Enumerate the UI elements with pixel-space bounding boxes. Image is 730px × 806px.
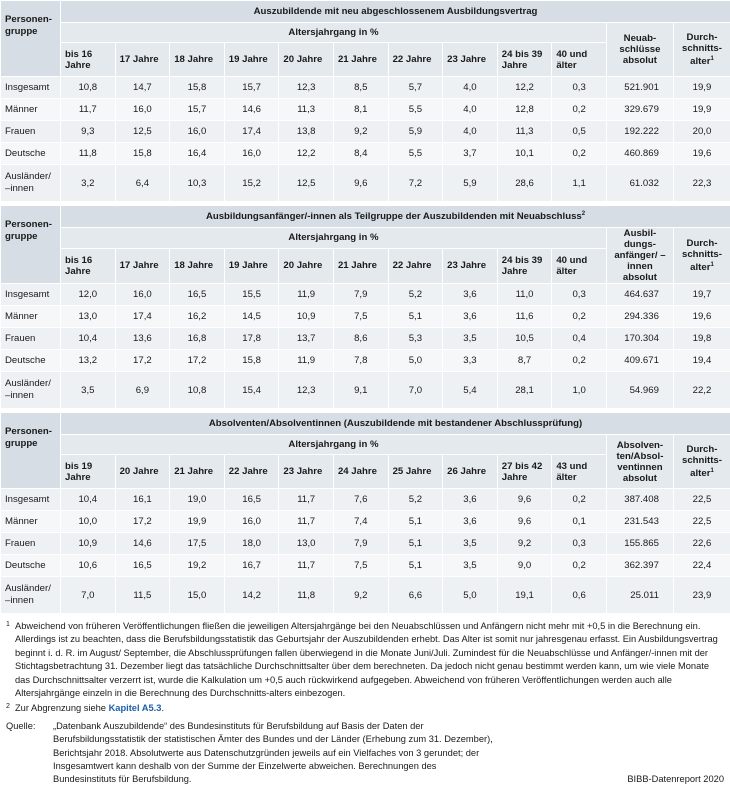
- table-row: [1, 121, 730, 143]
- footnote-2-end: .: [161, 703, 165, 714]
- age-group-header: Altersjahrgang in %: [61, 23, 607, 43]
- age-share-cell: 5,2: [388, 284, 443, 306]
- absolute-cell: 294.336: [606, 306, 673, 328]
- age-share-cell: 0,3: [552, 284, 607, 306]
- age-share-cell: 3,5: [61, 372, 116, 409]
- row-label: Insgesamt: [1, 77, 61, 99]
- average-age-cell: 22,6: [673, 533, 730, 555]
- age-column-header: 20 Jahre: [279, 43, 334, 77]
- row-label: Ausländer/ –innen: [1, 372, 61, 409]
- age-share-cell: 0,2: [552, 489, 607, 511]
- age-share-cell: 5,1: [388, 511, 443, 533]
- absolute-header: Neuab-schlüsse absolut: [606, 23, 673, 77]
- section-title-footnote: 2: [581, 210, 586, 217]
- age-share-cell: 14,6: [115, 533, 170, 555]
- age-share-cell: 0,2: [552, 555, 607, 577]
- age-share-cell: 3,5: [443, 328, 498, 350]
- age-share-cell: 19,2: [170, 555, 225, 577]
- age-share-cell: 10,6: [61, 555, 116, 577]
- footnotes: [0, 614, 730, 787]
- table-row: [1, 533, 730, 555]
- age-share-cell: 7,5: [333, 555, 388, 577]
- average-age-cell: 19,9: [673, 99, 730, 121]
- absolute-cell: 387.408: [606, 489, 673, 511]
- age-share-cell: 14,6: [224, 99, 279, 121]
- age-share-cell: 0,2: [552, 350, 607, 372]
- age-share-cell: 0,2: [552, 143, 607, 165]
- age-share-cell: 7,0: [388, 372, 443, 409]
- age-column-header: 23 Jahre: [443, 248, 498, 283]
- age-share-cell: 17,4: [115, 306, 170, 328]
- section-title-row: [1, 1, 730, 23]
- age-share-cell: 5,0: [443, 577, 498, 614]
- table-row: [1, 143, 730, 165]
- group-header: Personen-gruppe: [1, 206, 61, 284]
- age-share-cell: 5,0: [388, 350, 443, 372]
- average-age-header-text: Durch-schnitts-alter: [681, 237, 722, 274]
- age-share-cell: 9,6: [497, 511, 552, 533]
- age-share-cell: 5,4: [443, 372, 498, 409]
- row-label: Ausländer/ –innen: [1, 165, 61, 202]
- section-title-row: [1, 206, 730, 228]
- age-share-cell: 13,7: [279, 328, 334, 350]
- age-share-cell: 16,4: [170, 143, 225, 165]
- age-share-cell: 7,9: [333, 533, 388, 555]
- age-share-cell: 0,3: [552, 533, 607, 555]
- age-column-header: 22 Jahre: [388, 248, 443, 283]
- age-share-cell: 10,4: [61, 489, 116, 511]
- age-header-row: [1, 23, 730, 43]
- age-share-cell: 15,7: [224, 77, 279, 99]
- table-row: [1, 577, 730, 614]
- age-share-cell: 16,5: [170, 284, 225, 306]
- source-label: Quelle:: [6, 720, 36, 731]
- age-column-header: 40 und älter: [552, 248, 607, 283]
- age-group-header: Altersjahrgang in %: [61, 228, 607, 249]
- row-label: Männer: [1, 306, 61, 328]
- age-share-cell: 8,7: [497, 350, 552, 372]
- age-column-header: 23 Jahre: [279, 455, 334, 489]
- section-title-row: [1, 413, 730, 435]
- average-age-cell: 22,4: [673, 555, 730, 577]
- row-label: Frauen: [1, 121, 61, 143]
- age-share-cell: 3,2: [61, 165, 116, 202]
- table-row: [1, 511, 730, 533]
- table-row: [1, 99, 730, 121]
- age-share-cell: 14,2: [224, 577, 279, 614]
- age-column-header: 22 Jahre: [224, 455, 279, 489]
- age-share-cell: 5,3: [388, 328, 443, 350]
- age-share-cell: 7,8: [333, 350, 388, 372]
- age-share-cell: 9,6: [497, 489, 552, 511]
- age-column-header: bis 16 Jahre: [61, 43, 116, 77]
- table-row: [1, 328, 730, 350]
- age-column-header: 20 Jahre: [279, 248, 334, 283]
- age-share-cell: 3,6: [443, 306, 498, 328]
- age-share-cell: 15,8: [170, 77, 225, 99]
- average-age-cell: 22,5: [673, 511, 730, 533]
- age-share-cell: 5,5: [388, 143, 443, 165]
- table-body: [1, 1, 730, 614]
- age-share-cell: 13,0: [279, 533, 334, 555]
- absolute-cell: 464.637: [606, 284, 673, 306]
- average-age-header-text: Durch-schnitts-alter: [681, 31, 722, 68]
- section-title-text: Auszubildende mit neu abgeschlossenem Ausbildungsvertrag: [253, 6, 538, 17]
- age-share-cell: 12,8: [497, 99, 552, 121]
- row-label: Deutsche: [1, 143, 61, 165]
- age-share-cell: 3,5: [443, 533, 498, 555]
- age-share-cell: 17,2: [115, 350, 170, 372]
- age-share-cell: 13,8: [279, 121, 334, 143]
- age-share-cell: 4,0: [443, 121, 498, 143]
- row-label: Männer: [1, 99, 61, 121]
- age-share-cell: 11,7: [61, 99, 116, 121]
- average-age-cell: 22,3: [673, 165, 730, 202]
- row-label: Frauen: [1, 533, 61, 555]
- absolute-cell: 409.671: [606, 350, 673, 372]
- age-header-row: [1, 435, 730, 455]
- average-age-cell: 22,2: [673, 372, 730, 409]
- age-share-cell: 3,6: [443, 489, 498, 511]
- age-share-cell: 14,7: [115, 77, 170, 99]
- absolute-header: Ausbil-dungs-anfänger/ –innen absolut: [606, 228, 673, 284]
- absolute-cell: 25.011: [606, 577, 673, 614]
- table-row: [1, 77, 730, 99]
- age-share-cell: 14,5: [224, 306, 279, 328]
- age-share-cell: 15,4: [224, 372, 279, 409]
- average-age-footnote: 1: [710, 55, 714, 62]
- age-share-cell: 10,5: [497, 328, 552, 350]
- age-share-cell: 12,3: [279, 372, 334, 409]
- age-share-cell: 10,8: [61, 77, 116, 99]
- age-share-cell: 16,7: [224, 555, 279, 577]
- age-share-cell: 9,3: [61, 121, 116, 143]
- absolute-header: Absolven-ten/Absol-ventinnen absolut: [606, 435, 673, 489]
- age-column-header: 24 Jahre: [333, 455, 388, 489]
- age-column-header: 26 Jahre: [443, 455, 498, 489]
- age-share-cell: 13,6: [115, 328, 170, 350]
- age-share-cell: 9,2: [333, 577, 388, 614]
- credit: BIBB-Datenreport 2020: [627, 774, 724, 785]
- age-share-cell: 7,4: [333, 511, 388, 533]
- age-share-cell: 3,6: [443, 511, 498, 533]
- age-share-cell: 16,1: [115, 489, 170, 511]
- age-share-cell: 15,5: [224, 284, 279, 306]
- table-row: [1, 165, 730, 202]
- age-group-header: Altersjahrgang in %: [61, 435, 607, 455]
- age-column-header: 25 Jahre: [388, 455, 443, 489]
- age-share-cell: 3,3: [443, 350, 498, 372]
- table-row: [1, 284, 730, 306]
- age-share-cell: 16,2: [170, 306, 225, 328]
- age-share-cell: 11,8: [279, 577, 334, 614]
- age-share-cell: 11,7: [279, 489, 334, 511]
- absolute-cell: 61.032: [606, 165, 673, 202]
- age-share-cell: 11,7: [279, 555, 334, 577]
- age-share-cell: 3,7: [443, 143, 498, 165]
- age-share-cell: 13,2: [61, 350, 116, 372]
- row-label: Insgesamt: [1, 284, 61, 306]
- age-share-cell: 3,6: [443, 284, 498, 306]
- age-column-header: 24 bis 39 Jahre: [497, 248, 552, 283]
- average-age-cell: 22,5: [673, 489, 730, 511]
- average-age-header: [673, 435, 730, 489]
- average-age-cell: 19,8: [673, 328, 730, 350]
- age-column-header: 18 Jahre: [170, 248, 225, 283]
- row-label: Deutsche: [1, 555, 61, 577]
- table-row: [1, 350, 730, 372]
- section-title: [61, 1, 730, 23]
- age-share-cell: 17,4: [224, 121, 279, 143]
- footnote-1-text: Abweichend von früheren Veröffentlichungen fließen die jeweiligen Altersjahrgänge bei den Neuabschlüssen und Anfängern nicht mehr mit +0,5 in die Berechnung ein. Allerdings ist zu beachten, dass die Berufsbildungsstatistik das Geburtsjahr der Auszubildenden erhebt. Das Alter ist somit nur jahresgenau erfasst. Ein Ausbildungsvertrag beginnt i. d. R. im August/ September, die Abschlussprüfungen fallen überwiegend in die Monate Juni/Juli. Zumindest für die Neuabschlüsse und Anfänger/-innen mit der Stichtagsbetrachtung 31. Dezember liegt das tatsächliche Durchschnittsalter über dem berechneten. Da jedoch nicht genau bestimmt werden kann, um wie viele Monate das Durchschnittsalter verzerrt ist, wurde die Kalkulation um +0,5 auch rückwirkend aufgegeben. Abweichend von früheren Veröffentlichungen werden auch alle Altersjahrgänge einzeln in die Berechnung des Durchschnitts-alters einbezogen.: [15, 621, 718, 699]
- age-share-cell: 5,1: [388, 533, 443, 555]
- age-share-cell: 9,0: [497, 555, 552, 577]
- age-share-cell: 12,5: [115, 121, 170, 143]
- footnote-1-mark: 1: [6, 621, 10, 628]
- section-title-text: Absolventen/Absolventinnen (Auszubildende mit bestandener Abschlussprüfung): [208, 418, 583, 429]
- age-share-cell: 12,0: [61, 284, 116, 306]
- age-share-cell: 16,0: [170, 121, 225, 143]
- age-share-cell: 7,2: [388, 165, 443, 202]
- average-age-cell: 19,6: [673, 306, 730, 328]
- source-block: [6, 720, 724, 787]
- age-column-header: 24 bis 39 Jahre: [497, 43, 552, 77]
- age-share-cell: 1,0: [552, 372, 607, 409]
- footnote-2-mark: 2: [6, 703, 10, 711]
- age-share-cell: 0,5: [552, 121, 607, 143]
- age-column-header: 19 Jahre: [224, 43, 279, 77]
- age-column-header: bis 19 Jahre: [61, 455, 116, 489]
- age-share-cell: 0,3: [552, 77, 607, 99]
- table-row: [1, 555, 730, 577]
- age-share-cell: 0,2: [552, 99, 607, 121]
- age-share-cell: 12,2: [279, 143, 334, 165]
- age-share-cell: 8,1: [333, 99, 388, 121]
- age-share-cell: 9,1: [333, 372, 388, 409]
- age-share-cell: 28,1: [497, 372, 552, 409]
- age-column-header: 17 Jahre: [115, 43, 170, 77]
- absolute-cell: 231.543: [606, 511, 673, 533]
- age-share-cell: 10,3: [170, 165, 225, 202]
- age-share-cell: 16,8: [170, 328, 225, 350]
- age-share-cell: 5,2: [388, 489, 443, 511]
- age-column-header: 21 Jahre: [170, 455, 225, 489]
- footnote-2: [6, 702, 724, 715]
- age-share-cell: 4,0: [443, 99, 498, 121]
- age-share-cell: 17,2: [170, 350, 225, 372]
- age-share-cell: 17,2: [115, 511, 170, 533]
- age-share-cell: 10,9: [61, 533, 116, 555]
- group-header: Personen-gruppe: [1, 1, 61, 77]
- row-label: Insgesamt: [1, 489, 61, 511]
- age-share-cell: 10,1: [497, 143, 552, 165]
- absolute-cell: 54.969: [606, 372, 673, 409]
- age-share-cell: 10,9: [279, 306, 334, 328]
- age-share-cell: 5,7: [388, 77, 443, 99]
- age-share-cell: 11,5: [115, 577, 170, 614]
- table-row: [1, 489, 730, 511]
- age-share-cell: 19,9: [170, 511, 225, 533]
- age-share-cell: 17,8: [224, 328, 279, 350]
- age-share-cell: 15,8: [115, 143, 170, 165]
- table-row: [1, 372, 730, 409]
- average-age-cell: 20,0: [673, 121, 730, 143]
- age-share-cell: 7,5: [333, 306, 388, 328]
- age-share-cell: 7,0: [61, 577, 116, 614]
- age-column-header: 22 Jahre: [388, 43, 443, 77]
- age-header-row: [1, 228, 730, 249]
- age-share-cell: 12,3: [279, 77, 334, 99]
- age-share-cell: 5,1: [388, 306, 443, 328]
- age-share-cell: 0,4: [552, 328, 607, 350]
- age-share-cell: 16,0: [115, 99, 170, 121]
- absolute-cell: 329.679: [606, 99, 673, 121]
- average-age-footnote: 1: [710, 467, 714, 474]
- section-title: [61, 206, 730, 228]
- age-share-cell: 8,4: [333, 143, 388, 165]
- average-age-cell: 19,4: [673, 350, 730, 372]
- age-share-cell: 15,8: [224, 350, 279, 372]
- average-age-cell: 19,6: [673, 143, 730, 165]
- average-age-header-text: Durch-schnitts-alter: [681, 443, 722, 480]
- average-age-cell: 23,9: [673, 577, 730, 614]
- age-share-cell: 9,2: [333, 121, 388, 143]
- absolute-cell: 362.397: [606, 555, 673, 577]
- age-share-cell: 16,0: [224, 511, 279, 533]
- age-share-cell: 11,3: [279, 99, 334, 121]
- age-share-cell: 6,6: [388, 577, 443, 614]
- age-share-cell: 28,6: [497, 165, 552, 202]
- age-column-header: 27 bis 42 Jahre: [497, 455, 552, 489]
- section-title-text: Ausbildungsanfänger/-innen als Teilgruppe der Auszubildenden mit Neuabschluss: [205, 211, 582, 223]
- age-share-cell: 6,4: [115, 165, 170, 202]
- average-age-footnote: 1: [710, 261, 714, 268]
- age-column-header: 20 Jahre: [115, 455, 170, 489]
- age-share-cell: 1,1: [552, 165, 607, 202]
- age-share-cell: 16,0: [115, 284, 170, 306]
- age-share-cell: 15,2: [224, 165, 279, 202]
- average-age-header: [673, 23, 730, 77]
- row-label: Männer: [1, 511, 61, 533]
- age-share-cell: 15,0: [170, 577, 225, 614]
- age-share-cell: 11,3: [497, 121, 552, 143]
- age-share-cell: 4,0: [443, 77, 498, 99]
- age-share-cell: 10,8: [170, 372, 225, 409]
- absolute-cell: 192.222: [606, 121, 673, 143]
- age-share-cell: 3,5: [443, 555, 498, 577]
- age-share-cell: 19,1: [497, 577, 552, 614]
- age-column-header: 23 Jahre: [443, 43, 498, 77]
- age-share-cell: 5,1: [388, 555, 443, 577]
- age-share-cell: 5,9: [443, 165, 498, 202]
- age-share-cell: 12,5: [279, 165, 334, 202]
- age-column-header: 21 Jahre: [333, 248, 388, 283]
- age-share-cell: 12,2: [497, 77, 552, 99]
- age-share-cell: 15,7: [170, 99, 225, 121]
- age-share-cell: 0,6: [552, 577, 607, 614]
- age-share-cell: 5,9: [388, 121, 443, 143]
- age-share-cell: 17,5: [170, 533, 225, 555]
- age-share-cell: 9,6: [333, 165, 388, 202]
- age-share-cell: 16,5: [115, 555, 170, 577]
- group-header: Personen-gruppe: [1, 413, 61, 489]
- age-column-header: 21 Jahre: [333, 43, 388, 77]
- age-share-cell: 7,6: [333, 489, 388, 511]
- footnote-1: [6, 620, 724, 700]
- age-share-cell: 16,0: [224, 143, 279, 165]
- age-share-cell: 11,9: [279, 350, 334, 372]
- age-share-cell: 5,5: [388, 99, 443, 121]
- absolute-cell: 170.304: [606, 328, 673, 350]
- age-share-cell: 10,4: [61, 328, 116, 350]
- age-column-header: 19 Jahre: [224, 248, 279, 283]
- footnote-2-text: Zur Abgrenzung siehe: [15, 703, 106, 714]
- age-column-header: 43 und älter: [552, 455, 607, 489]
- table-row: [1, 306, 730, 328]
- absolute-cell: 521.901: [606, 77, 673, 99]
- average-age-cell: 19,7: [673, 284, 730, 306]
- age-share-cell: 11,0: [497, 284, 552, 306]
- row-label: Deutsche: [1, 350, 61, 372]
- age-share-cell: 9,2: [497, 533, 552, 555]
- age-share-cell: 0,2: [552, 306, 607, 328]
- age-share-cell: 18,0: [224, 533, 279, 555]
- section-title: [61, 413, 730, 435]
- age-column-header: 17 Jahre: [115, 248, 170, 283]
- row-label: Ausländer/ –innen: [1, 577, 61, 614]
- age-share-cell: 0,1: [552, 511, 607, 533]
- footnote-2-body: [15, 702, 724, 715]
- absolute-cell: 155.865: [606, 533, 673, 555]
- average-age-cell: 19,9: [673, 77, 730, 99]
- age-share-cell: 11,9: [279, 284, 334, 306]
- age-column-header: 40 und älter: [552, 43, 607, 77]
- absolute-cell: 460.869: [606, 143, 673, 165]
- age-share-cell: 7,9: [333, 284, 388, 306]
- age-share-cell: 10,0: [61, 511, 116, 533]
- age-share-cell: 6,9: [115, 372, 170, 409]
- age-share-cell: 13,0: [61, 306, 116, 328]
- age-share-cell: 16,5: [224, 489, 279, 511]
- age-share-cell: 19,0: [170, 489, 225, 511]
- age-share-cell: 11,8: [61, 143, 116, 165]
- row-label: Frauen: [1, 328, 61, 350]
- age-share-cell: 11,6: [497, 306, 552, 328]
- source-text: „Datenbank Auszubildende“ des Bundesinstituts für Berufsbildung auf Basis der Daten der Berufsbildungsstatistik der statistischen Ämter des Bundes und der Länder (Erhebung zum 31. Dezember), Berichtsjahr 2018. Absolutwerte aus Datenschutzgründen jeweils auf ein Vielfaches von 3 gerundet; der Insgesamtwert kann deshalb von der Summe der Einzelwerte abweichen. Berechnungen des Bundesinstituts für Berufsbildung.: [53, 720, 493, 785]
- age-column-header: bis 16 Jahre: [61, 248, 116, 283]
- average-age-header: [673, 228, 730, 284]
- age-share-cell: 8,6: [333, 328, 388, 350]
- age-share-cell: 11,7: [279, 511, 334, 533]
- age-share-cell: 8,5: [333, 77, 388, 99]
- age-column-header: 18 Jahre: [170, 43, 225, 77]
- chapter-link[interactable]: Kapitel A5.3: [108, 703, 162, 714]
